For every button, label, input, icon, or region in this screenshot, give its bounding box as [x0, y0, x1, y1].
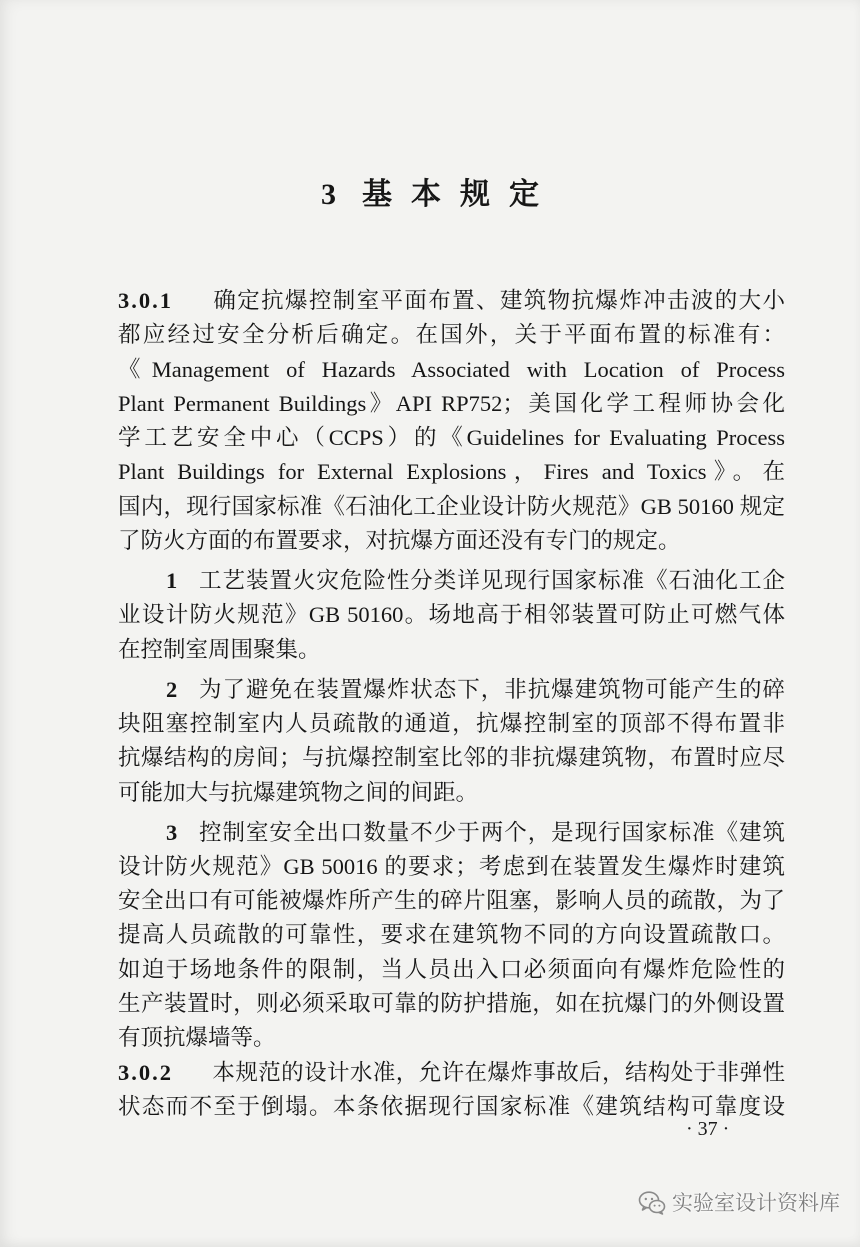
chapter-heading — [0, 172, 860, 218]
item-number: 1 — [166, 568, 178, 594]
watermark — [638, 1188, 840, 1218]
text-line: Plant Permanent Buildings》API RP752；美国化学工程师协会化 — [118, 390, 785, 416]
text-line: 设计防火规范》GB 50016 的要求；考虑到在装置发生爆炸时建筑 — [118, 853, 785, 879]
text-line: 学工艺安全中心（CCPS）的《Guidelines for Evaluating Process — [118, 425, 785, 451]
clause-number: 3.0.1 — [118, 288, 173, 313]
text-line: 都应经过安全分析后确定。在国外，关于平面布置的标准有： — [118, 322, 785, 348]
text-line — [118, 673, 785, 707]
text-line: 业设计防火规范》GB 50160。场地高于相邻装置可防止可燃气体 — [118, 602, 785, 628]
item-number: 2 — [166, 676, 178, 702]
item-number: 3 — [166, 819, 178, 845]
text-line: 可能加大与抗爆建筑物之间的间距。 — [118, 779, 479, 805]
wechat-icon — [638, 1190, 666, 1216]
text-line: Plant Buildings for External Explosions，Fires and Toxics》。在 — [118, 459, 785, 485]
text-line: 抗爆结构的房间；与抗爆控制室比邻的非抗爆建筑物，布置时应尽 — [118, 745, 785, 771]
line-text: 确定抗爆控制室平面布置、建筑物抗爆炸冲击波的大小 — [212, 288, 785, 313]
text-line: 了防火方面的布置要求，对抗爆方面还没有专门的规定。 — [118, 528, 681, 554]
line-text: 控制室安全出口数量不少于两个，是现行国家标准《建筑 — [198, 819, 785, 845]
chapter-number: 3 — [321, 178, 336, 211]
text-line: 安全出口有可能被爆炸所产生的碎片阻塞，影响人员的疏散，为了 — [118, 888, 785, 914]
text-line: 国内，现行国家标准《石油化工企业设计防火规范》GB 50160 规定 — [118, 493, 785, 519]
text-line: 生产装置时，则必须采取可靠的防护措施，如在抗爆门的外侧设置 — [118, 991, 785, 1016]
text-line — [118, 284, 785, 318]
line-text: 本规范的设计水准，允许在爆炸事故后，结构处于非弹性 — [212, 1059, 785, 1085]
watermark-text: 实验室设计资料库 — [672, 1191, 840, 1215]
body-text — [118, 284, 785, 1124]
text-line: 提高人员疏散的可靠性，要求在建筑物不同的方向设置疏散口。 — [118, 922, 785, 948]
text-line: 状态而不至于倒塌。本条依据现行国家标准《建筑结构可靠度设 — [118, 1093, 785, 1119]
line-text: 工艺装置火灾危险性分类详见现行国家标准《石油化工企 — [198, 568, 785, 594]
text-line — [118, 816, 785, 850]
chapter-title: 基本规定 — [362, 178, 558, 211]
clause-number: 3.0.2 — [118, 1059, 173, 1085]
text-line: 《Management of Hazards Associated with Location of Process — [118, 356, 785, 382]
line-text: 为了避免在装置爆炸状态下，非抗爆建筑物可能产生的碎 — [198, 676, 785, 702]
text-line: 块阻塞控制室内人员疏散的通道，抗爆控制室的顶部不得布置非 — [118, 710, 785, 736]
text-line — [118, 564, 785, 598]
text-line: 在控制室周围聚集。 — [118, 636, 321, 662]
page-number: · 37 · — [686, 1118, 730, 1140]
text-line — [118, 1056, 785, 1090]
text-line: 有顶抗爆墙等。 — [118, 1025, 276, 1051]
text-line: 如迫于场地条件的限制，当人员出入口必须面向有爆炸危险性的 — [118, 956, 785, 982]
